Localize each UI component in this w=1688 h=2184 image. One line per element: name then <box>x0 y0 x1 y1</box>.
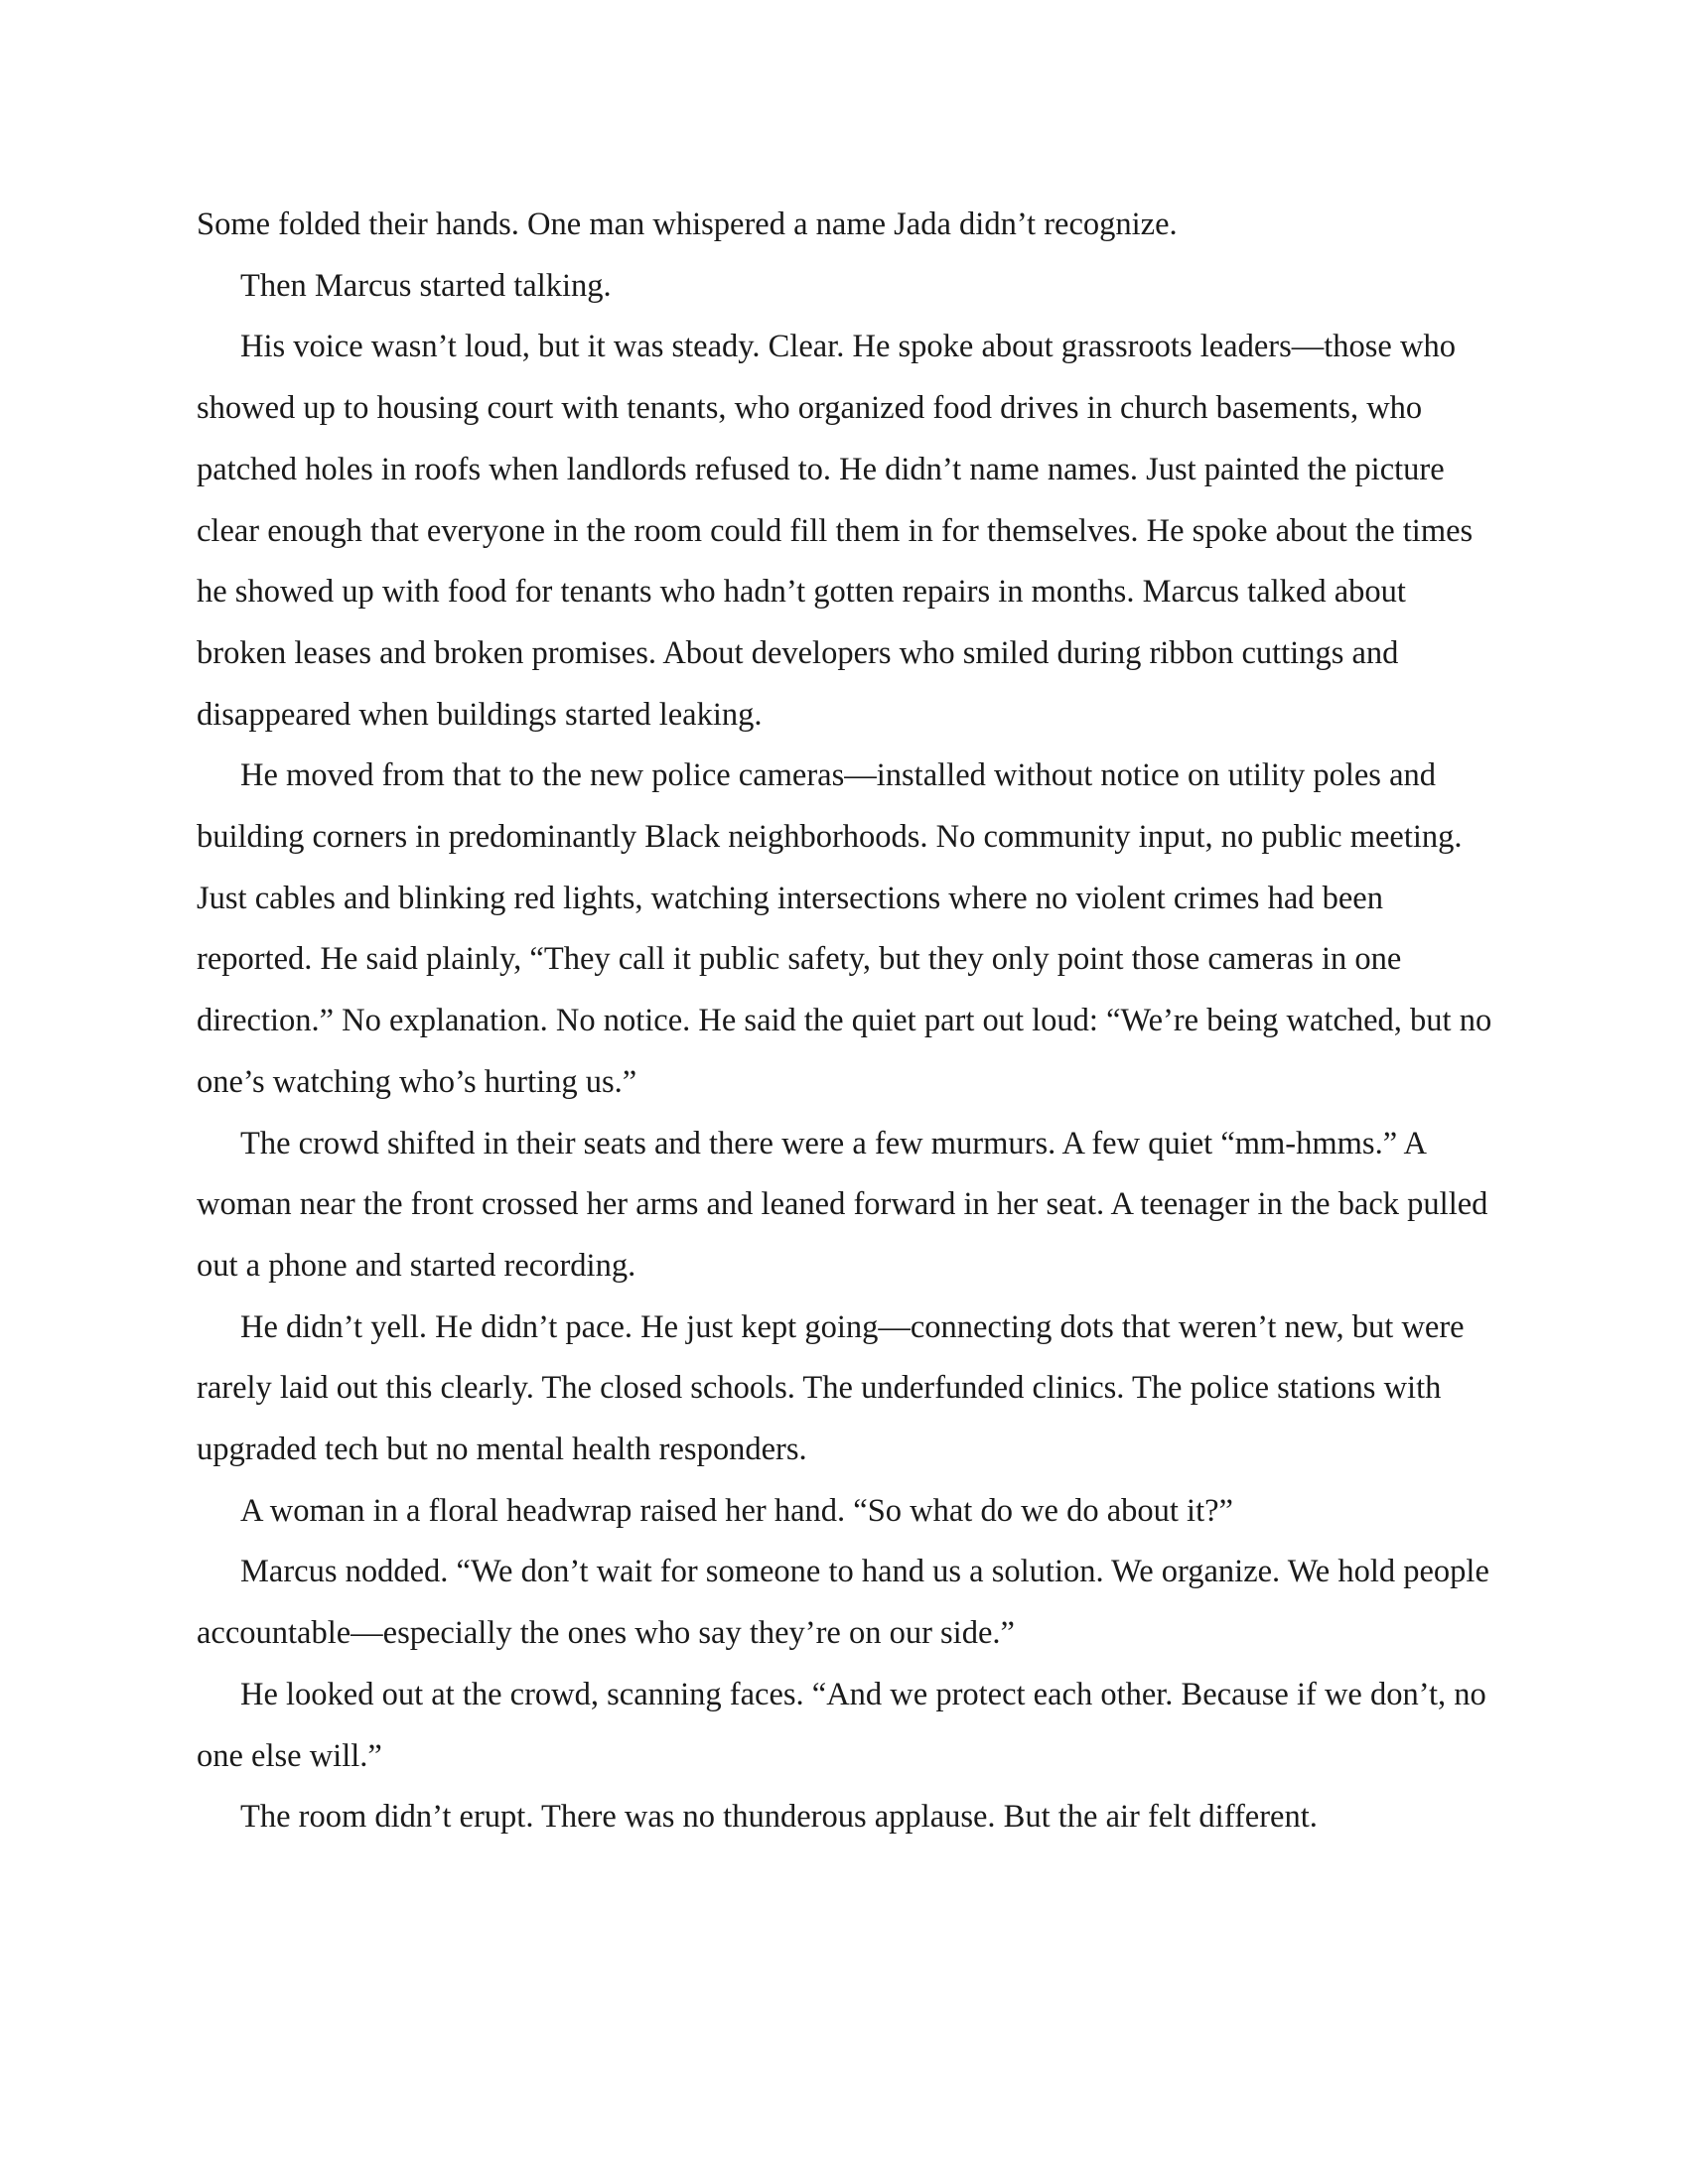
paragraph-3: His voice wasn’t loud, but it was steady. Clear. He spoke about grassroots leaders—those who showed up to housing court with tenants, who organized food drives in church basements, who patched holes in roofs when landlords refused to. He didn’t name names. Just painted the picture clear enough that everyone in the room could fill them in for themselves. He spoke about the times he showed up with food for tenants who hadn’t gotten repairs in months. Marcus talked about broken leases and broken promises. About developers who smiled during ribbon cuttings and disappeared when buildings started leaking. <box>197 329 1474 733</box>
paragraph-5: The crowd shifted in their seats and there were a few murmurs. A few quiet “mm-hmms.” A woman near the front crossed her arms and leaned forward in her seat. A teenager in the back pulled out a phone and started recording. <box>197 1125 1488 1284</box>
paragraph-2: Then Marcus started talking. <box>240 267 612 304</box>
paragraph-7: A woman in a floral headwrap raised her hand. “So what do we do about it?” <box>240 1492 1233 1529</box>
paragraph-1: Some folded their hands. One man whispered a name Jada didn’t recognize. <box>197 206 1178 242</box>
paragraph-8: Marcus nodded. “We don’t wait for someone to hand us a solution. We organize. We hold people accountable—especially the ones who say they’re on our side.” <box>197 1554 1489 1652</box>
paragraph-10: The room didn’t erupt. There was no thunderous applause. But the air felt different. <box>240 1799 1318 1836</box>
paragraph-6: He didn’t yell. He didn’t pace. He just kept going—connecting dots that weren’t new, but were rarely laid out this clearly. The closed schools. The underfunded clinics. The police stations with upgraded tech but no mental health responders. <box>197 1308 1465 1468</box>
paragraph-9: He looked out at the crowd, scanning faces. “And we protect each other. Because if we don’t, no one else will.” <box>197 1676 1486 1774</box>
paragraph-4: He moved from that to the new police cameras—installed without notice on utility poles and building corners in predominantly Black neighborhoods. No community input, no public meeting. Just cables and blinking red lights, watching intersections where no violent crimes had been reported. He said plainly, “They call it public safety, but they only point those cameras in one direction.” No explanation. No notice. He said the quiet part out loud: “We’re being watched, but no one’s watching who’s hurting us.” <box>197 757 1492 1100</box>
body-text <box>197 195 1497 1848</box>
